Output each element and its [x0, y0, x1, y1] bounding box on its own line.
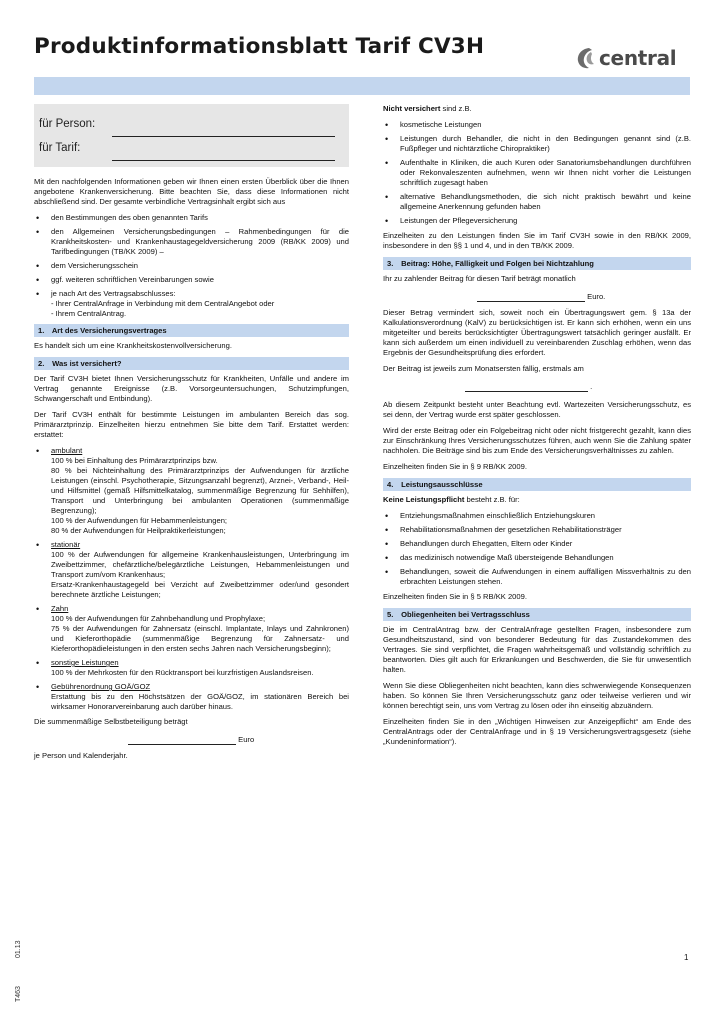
premium-unit: Euro.	[587, 292, 606, 301]
section-title: Art des Versicherungsvertrages	[51, 326, 167, 335]
central-logo-icon	[575, 46, 597, 70]
form-code-number: T463	[15, 986, 22, 1002]
page-number: 1	[684, 953, 689, 962]
section-title: Obliegenheiten bei Vertragsschluss	[401, 610, 530, 619]
premium-row	[383, 292, 691, 302]
list-item: • kosmetische Leistungen	[383, 120, 691, 130]
section-number: 5.	[387, 610, 394, 619]
deductible-row	[34, 735, 349, 745]
list-item: • Behandlungen, soweit die Aufwendungen in einem auffälligen Missverhältnis zu den erbrachten Leistungen stehen.	[383, 567, 691, 587]
section-number: 2.	[38, 359, 45, 368]
benefit-heading: Gebührenordnung GOÄ/GOZ	[51, 682, 151, 691]
benefit-item	[34, 446, 349, 536]
deductible-unit: Euro	[238, 735, 255, 744]
benefit-item	[34, 658, 349, 678]
left-column	[34, 104, 349, 767]
section-3-p4: Ab diesem Zeitpunkt besteht unter Beachtung evtl. Wartezeiten Versicherungsschutz, es sei denn, der Vertrag wurde erst später geschlossen.	[383, 400, 691, 419]
list-item-text: je nach Art des Vertragsabschlusses:	[51, 289, 176, 298]
section-number: 4.	[387, 480, 394, 489]
page-title: Produktinformationsblatt Tarif CV3H	[34, 34, 485, 59]
list-item: • Entziehungsmaßnahmen einschließlich Entziehungskuren	[383, 511, 691, 521]
not-insured-bold: Nicht versichert	[383, 104, 441, 113]
benefit-text: 100 % der Aufwendungen für allgemeine Krankenhausleistungen, Unterbringung im Zweibettzimmer, chefärztliche/belegärztliche Leistungen, Hebammenleistungen und Transport zum/vom Krankenhaus; Ersatz-Krankenhaustagegeld bei Verzicht auf Zweibettzimmer oder/und gesondert berechnete ärztliche Leistungen;	[51, 550, 349, 599]
tariff-row	[34, 143, 349, 167]
section-title: Beitrag: Höhe, Fälligkeit und Folgen bei Nichtzahlung	[401, 259, 594, 268]
section-5-p3: Einzelheiten finden Sie in den „Wichtigen Hinweisen zur Anzeigepflicht“ am Ende des CentralAntrags oder der CentralAnfrage und in § 19 Versicherungsvertragsgesetz (siehe „Kundeninformation“).	[383, 717, 691, 746]
list-item: • den Bestimmungen des oben genannten Tarifs	[34, 213, 349, 223]
benefit-heading: stationär	[51, 540, 81, 549]
start-date-field[interactable]	[465, 382, 588, 392]
section-3-header	[383, 257, 691, 270]
list-item: • den Allgemeinen Versicherungsbedingungen – Rahmenbedingungen für die Krankheitskosten- und Krankenhaustagegeldversicherung 2009 (RB/KK 2009) und Tarifbedingungen (TB/KK 2009) –	[34, 227, 349, 257]
section-3-p6: Einzelheiten finden Sie in § 9 RB/KK 2009.	[383, 462, 527, 471]
person-label: für Person:	[39, 118, 96, 130]
sub-item: - Ihrem CentralAntrag.	[51, 309, 127, 318]
section-5-p2: Wenn Sie diese Obliegenheiten nicht beachten, kann dies schwerwiegende Konsequenzen haben. So können Sie Ihren Versicherungsschutz ganz oder teilweise verlieren und wir können berechtigt sein, uns vom Vertrag zu lösen oder ihn einseitig abzuändern.	[383, 681, 691, 710]
section-3-p3: Der Beitrag ist jeweils zum Monatsersten fällig, erstmals am	[383, 364, 584, 373]
intro-list	[34, 213, 349, 319]
section-2-p1: Der Tarif CV3H bietet Ihnen Versicherungsschutz für Krankheiten, Unfälle und andere im Vertrag genannte Ereignisse (z.B. Vorsorgeuntersuchungen, Schutzimpfungen, Schwangerschaft und Entbindung).	[34, 374, 349, 403]
section-1-header	[34, 324, 349, 337]
section-4-details: Einzelheiten finden Sie in § 5 RB/KK 2009.	[383, 592, 527, 601]
list-item: • Leistungen durch Behandler, die nicht in den Bedingungen genannt sind (z.B. Fußpfleger und nichtärztliche Chiropraktiker)	[383, 134, 691, 154]
intro-text: Mit den nachfolgenden Informationen geben wir Ihnen einen ersten Überblick über die Ihnen angebotene Krankenversicherung. Bitte beachten Sie, dass diese Informationen nicht abschließend sind. Der gesamte verbindliche Vertragsinhalt ergibt sich aus	[34, 177, 349, 206]
person-field[interactable]	[112, 136, 335, 137]
form-code-date: 01.13	[15, 940, 22, 958]
not-insured-details: Einzelheiten zu den Leistungen finden Sie im Tarif CV3H sowie in den RB/KK 2009, insbesondere in den §§ 1 und 4, und in den TB/KK 2009.	[383, 231, 691, 250]
list-item: • dem Versicherungsschein	[34, 261, 349, 271]
not-insured-list	[383, 120, 691, 226]
deductible-text: Die summenmäßige Selbstbeteiligung beträgt	[34, 717, 188, 726]
section-title: Was ist versichert?	[52, 359, 122, 368]
list-item: • das medizinisch notwendige Maß übersteigende Behandlungen	[383, 553, 691, 563]
central-logo	[575, 44, 676, 72]
per-person-text: je Person und Kalenderjahr.	[34, 751, 128, 760]
tariff-label: für Tarif:	[39, 142, 81, 154]
form-code	[14, 930, 30, 1002]
section-1-text: Es handelt sich um eine Krankheitskostenvollversicherung.	[34, 341, 232, 350]
section-4-intro	[383, 495, 691, 505]
section-2-p2: Der Tarif CV3H enthält für bestimmte Leistungen im ambulanten Bereich das sog. Primärarztprinzip. Einzelheiten hierzu entnehmen Sie bitte dem Tarif. Erstattet werden: erstattet:	[34, 410, 349, 439]
premium-field[interactable]	[477, 292, 585, 302]
list-item: • Leistungen der Pflegeversicherung	[383, 216, 691, 226]
benefit-list	[34, 446, 349, 712]
section-title: Leistungsausschlüsse	[401, 480, 483, 489]
list-item: • ggf. weiteren schriftlichen Vereinbarungen sowie	[34, 275, 349, 285]
tariff-field[interactable]	[112, 160, 335, 161]
start-date-row: .	[383, 382, 691, 392]
section-4-rest: besteht z.B. für:	[464, 495, 520, 504]
right-column	[383, 104, 691, 753]
section-number: 3.	[387, 259, 394, 268]
logo-wordmark: central	[599, 46, 677, 70]
section-4-header	[383, 478, 691, 491]
benefit-heading: sonstige Leistungen	[51, 658, 119, 667]
list-item: • alternative Behandlungsmethoden, die sich nicht praktisch bewährt und keine allgemeine Anerkennung gefunden haben	[383, 192, 691, 212]
section-number: 1.	[38, 326, 45, 335]
section-3-p2: Dieser Betrag vermindert sich, soweit noch ein Übertragungswert gem. § 13a der Kalkulationsverordnung (KalV) zu berücksichtigen ist. Er kann sich erhöhen, wenn ein uns mitgeteilter und bereits berücksichtigter Übertragungswert tatsächlich geringer ausfällt. Er kann sich außerdem um einen individuell zu vereinbarenden Zuschlag erhöhen, wenn das Ergebnis der Gesundheitsprüfung dies erfordert.	[383, 308, 691, 357]
benefit-heading: ambulant	[51, 446, 83, 455]
section-4-bold: Keine Leistungspflicht	[383, 495, 465, 504]
section-5-header	[383, 608, 691, 621]
benefit-text: 100 % bei Einhaltung des Primärarztprinzips bzw. 80 % bei Nichteinhaltung des Primärarztprinzips der Aufwendungen für ärztliche Leistungen (einschl. Psychotherapie, Sitzungsanzahl begrenzt), Arznei-, Verband-, Heil- und Hilfsmittel (gemäß Hilfsmittelkatalog, summenmäßige Begrenzung für Sehhilfen), Transport und Unterbringung bei ambulanten Operationen (summenmäßige Begrenzung); 100 % der Aufwendungen für Hebammenleistungen; 80 % der Aufwendungen für Heilpraktikerleistungen;	[51, 456, 349, 535]
benefit-text: Erstattung bis zu den Höchstsätzen der GOÄ/GOZ, im stationären Bereich bei wirksamer Honorarvereinbarung auch darüber hinaus.	[51, 692, 349, 711]
person-row	[34, 119, 349, 143]
sub-item: - Ihrer CentralAnfrage in Verbindung mit dem CentralAngebot oder	[51, 299, 275, 308]
list-item	[34, 289, 349, 319]
list-item: • Aufenthalte in Kliniken, die auch Kuren oder Sanatoriumsbehandlungen durchführen oder Rekonvaleszenten aufnehmen, wenn wir Ihnen nicht vorher die Leistungen schriftlich zugesagt haben	[383, 158, 691, 188]
not-insured-rest: sind z.B.	[440, 104, 472, 113]
section-3-p1: Ihr zu zahlender Beitrag für diesen Tarif beträgt monatlich	[383, 274, 576, 283]
benefit-item	[34, 540, 349, 600]
benefit-item	[34, 682, 349, 712]
benefit-text: 100 % der Aufwendungen für Zahnbehandlung und Prophylaxe; 75 % der Aufwendungen für Zahnersatz (einschl. Implantate, Inlays und Zahnkronen) und Kieferorthopädie (summenmäßige Begrenzung für Zahnersatz- und Kieferorthopädieleistungen in den ersten sechs Jahren nach Versicherungsbeginn);	[51, 614, 349, 653]
benefit-item	[34, 604, 349, 654]
benefit-heading: Zahn	[51, 604, 69, 613]
benefit-text: 100 % der Mehrkosten für den Rücktransport bei kurzfristigen Auslandsreisen.	[51, 668, 314, 677]
section-2-header	[34, 357, 349, 370]
exclusion-list	[383, 511, 691, 587]
list-item: • Rehabilitationsmaßnahmen der gesetzlichen Rehabilitationsträger	[383, 525, 691, 535]
section-5-p1: Die im CentralAntrag bzw. der CentralAnfrage gestellten Fragen, insbesondere zum Gesundheitszustand, sind von besonderer Bedeutung für das Zustandekommen des Vertrages. Sie sind verpflichtet, die Fragen wahrheitsgemäß und vollständig schriftlich zu beantworten. Dies gilt auch für Erkrankungen und Beschwerden, die Sie für unwesentlich halten.	[383, 625, 691, 674]
list-item: • Behandlungen durch Ehegatten, Eltern oder Kinder	[383, 539, 691, 549]
person-tariff-box	[34, 104, 349, 167]
header-bar	[34, 77, 690, 95]
not-insured-intro	[383, 104, 691, 114]
section-3-p5: Wird der erste Beitrag oder ein Folgebeitrag nicht oder nicht fristgerecht gezahlt, kann dies zur Einschränkung Ihres Versicherungsschutzes führen, auch wenn Sie die Zahlung später nachholen. Die Beiträge sind bis zum Ende des Versicherungsverhältnisses zu zahlen.	[383, 426, 691, 455]
deductible-field[interactable]	[128, 735, 236, 745]
